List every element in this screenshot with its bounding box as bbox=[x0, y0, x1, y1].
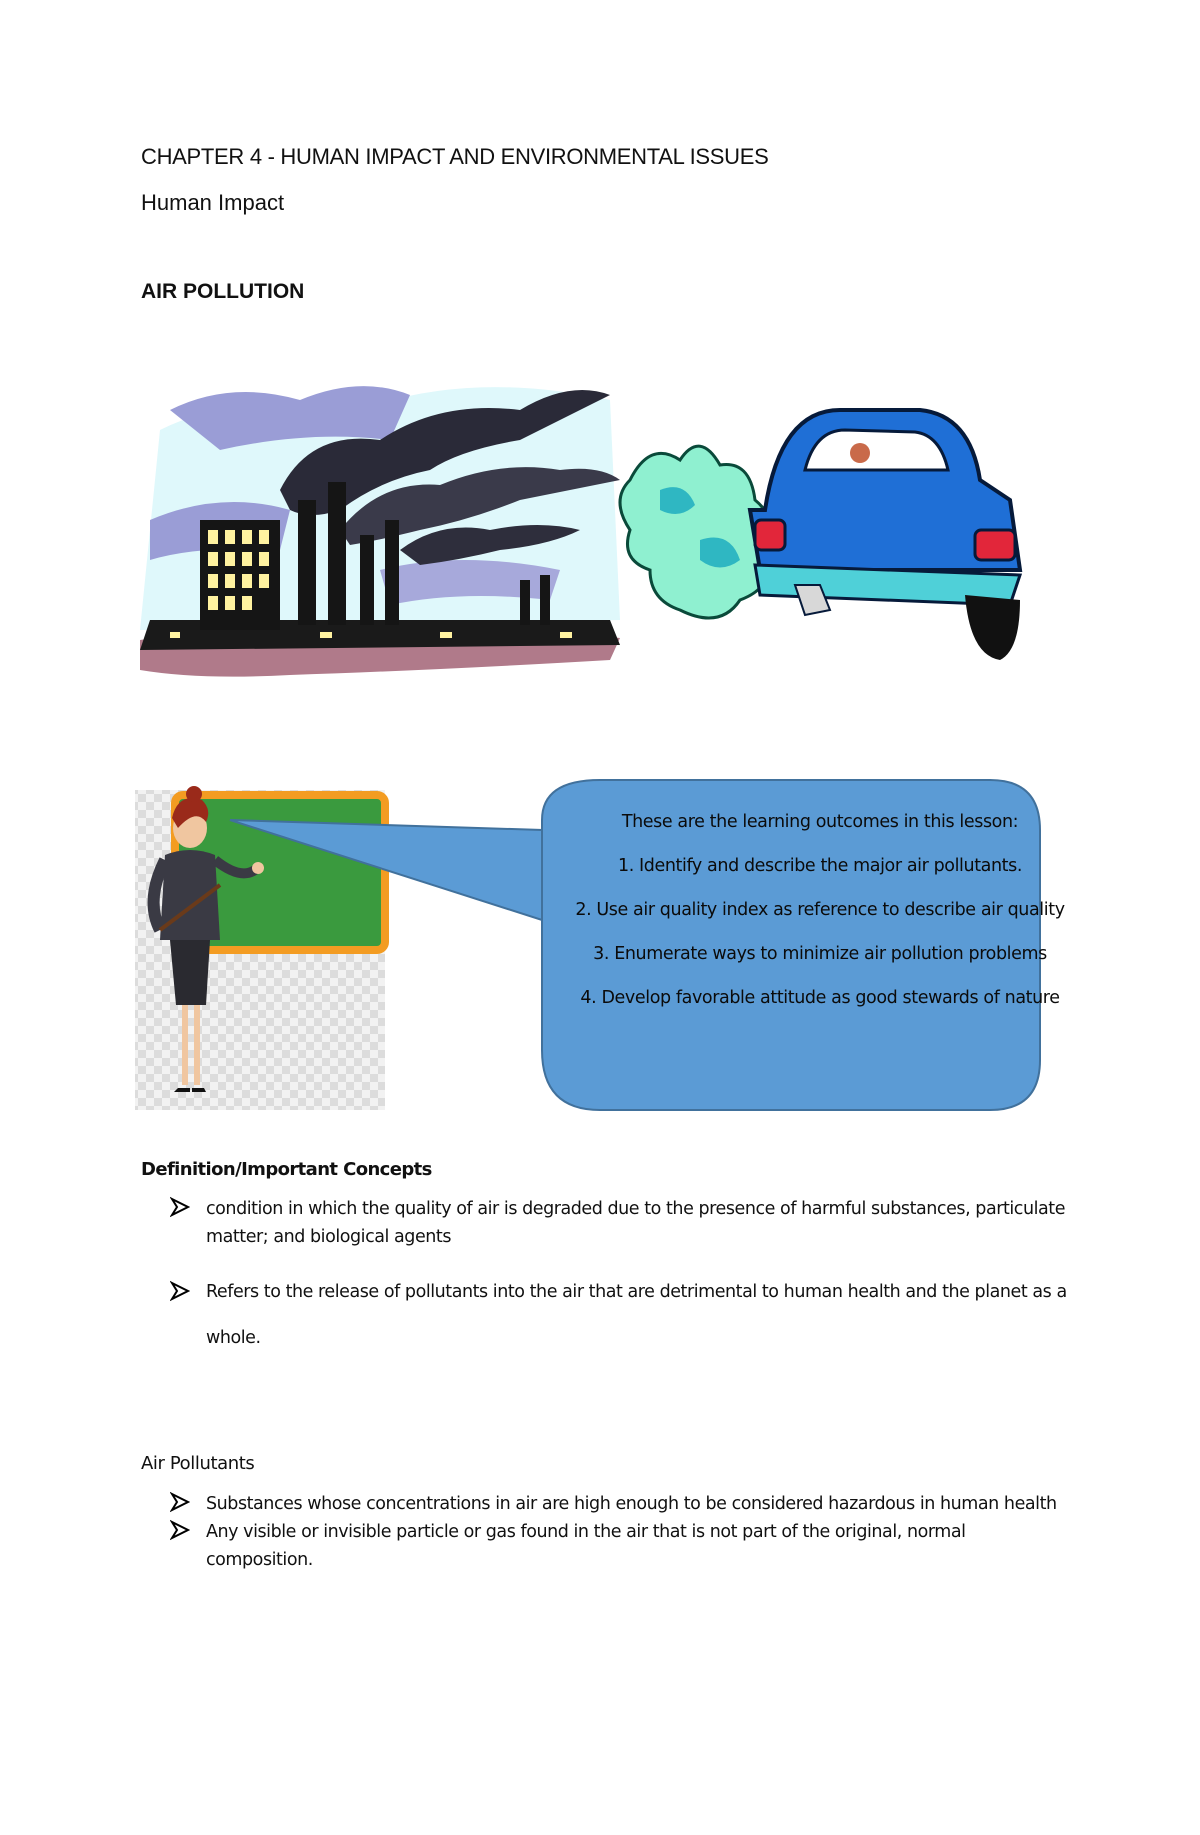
pollution-illustration bbox=[140, 370, 1040, 690]
list-item bbox=[170, 1195, 1070, 1251]
subtitle: Human Impact bbox=[141, 190, 285, 215]
arrow-bullet-icon bbox=[170, 1280, 190, 1302]
list-item bbox=[170, 1269, 1070, 1361]
section-heading: AIR POLLUTION bbox=[141, 280, 305, 303]
outcomes-intro: These are the learning outcomes in this lesson: bbox=[621, 812, 1019, 832]
definition-list bbox=[170, 1195, 1070, 1361]
chapter-title: CHAPTER 4 - HUMAN IMPACT AND ENVIRONMENTAL ISSUES bbox=[141, 144, 769, 169]
outcome-item: 3. Enumerate ways to minimize air pollution problems bbox=[593, 944, 1047, 964]
pollutants-list bbox=[170, 1490, 1070, 1574]
arrow-bullet-icon bbox=[170, 1519, 190, 1541]
air-pollutants-heading: Air Pollutants bbox=[141, 1453, 255, 1474]
list-item bbox=[170, 1518, 1070, 1574]
learning-outcomes bbox=[560, 808, 1080, 1028]
outcome-item: 2. Use air quality index as reference to describe air quality bbox=[575, 900, 1065, 920]
list-item-text: Refers to the release of pollutants into the air that are detrimental to human health and the planet as a whole. bbox=[206, 1282, 1067, 1348]
list-item-text: Substances whose concentrations in air are high enough to be considered hazardous in human health bbox=[206, 1494, 1057, 1514]
list-item-text: condition in which the quality of air is degraded due to the presence of harmful substances, particulate matter; and biological agents bbox=[206, 1199, 1066, 1247]
list-item-text: Any visible or invisible particle or gas found in the air that is not part of the original, normal composition. bbox=[206, 1522, 966, 1570]
list-item bbox=[170, 1490, 1070, 1518]
arrow-bullet-icon bbox=[170, 1491, 190, 1513]
outcome-item: 1. Identify and describe the major air pollutants. bbox=[617, 856, 1023, 876]
definition-heading: Definition/Important Concepts bbox=[141, 1159, 432, 1180]
outcome-item: 4. Develop favorable attitude as good stewards of nature bbox=[580, 988, 1060, 1008]
arrow-bullet-icon bbox=[170, 1196, 190, 1218]
